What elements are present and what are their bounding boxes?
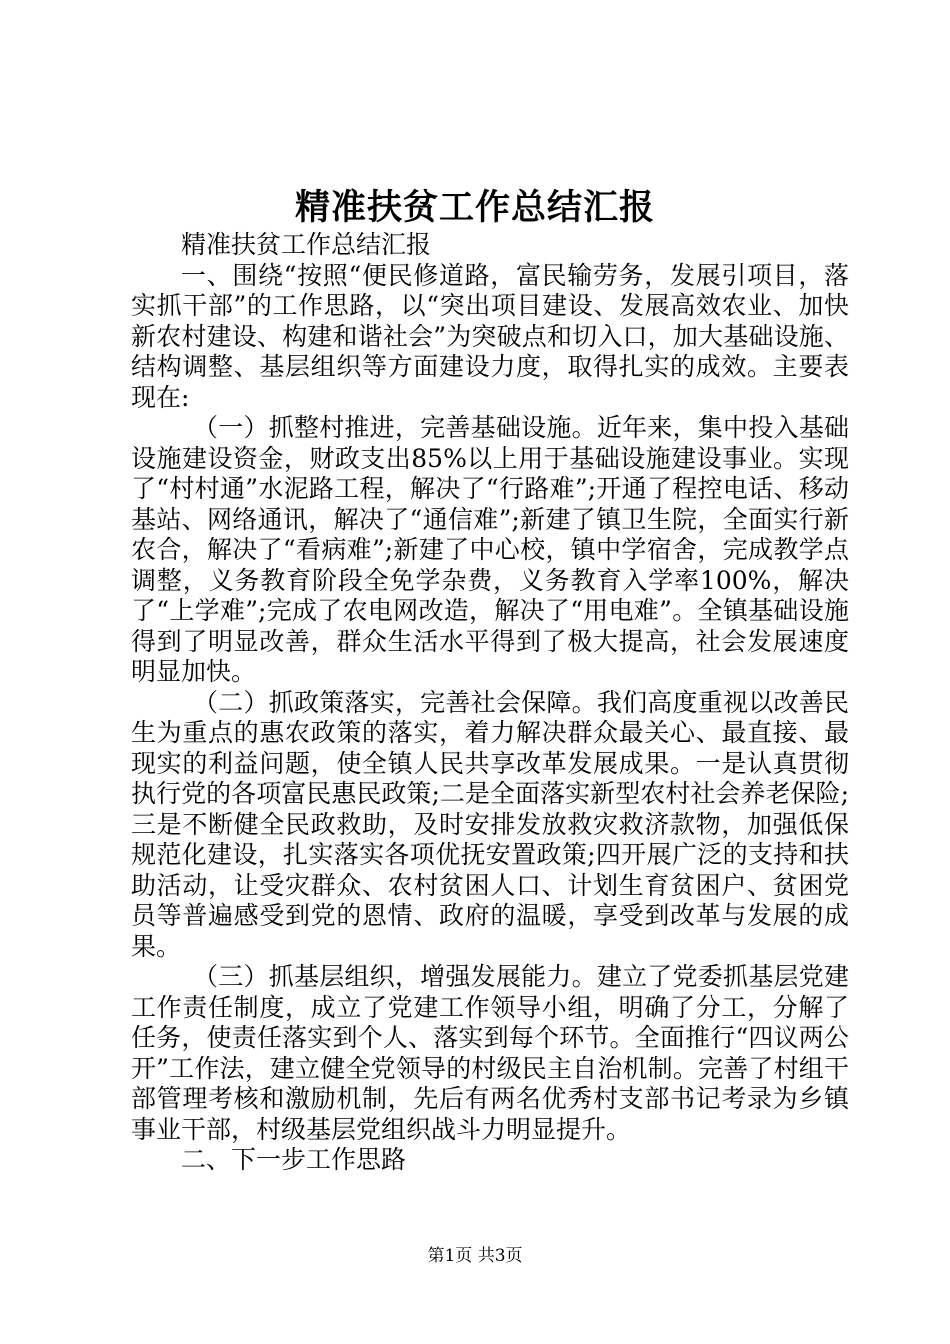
document-title: 精准扶贫工作总结汇报 <box>294 187 655 228</box>
paragraph-subtitle: 精准扶贫工作总结汇报 <box>181 230 432 259</box>
paragraph-grassroots: （三）抓基层组织，增强发展能力。建立了党委抓基层党建工作责任制度，成立了党建工作领导小组，明确了分工，分解了任务，使责任落实到个人、落实到每个环节。全面推行“四议两公开”工作法，建立健全党领导的村级民主自治机制。完善了村组干部管理考核和激励机制，先后有两名优秀村支部书记考录为乡镇事业干部，村级基层党组织战斗力明显提升。 <box>131 962 849 1144</box>
page-footer: 第1页 共3页 <box>427 1246 523 1266</box>
paragraph-infrastructure: （一）抓整村推进，完善基础设施。近年来，集中投入基础设施建设资金，财政支出85%以上用于基础设施建设事业。实现了“村村通”水泥路工程，解决了“行路难”;开通了程控电话、移动基站、网络通讯，解决了“通信难”;新建了镇卫生院，全面实行新农合，解决了“看病难”;新建了中心校，镇中学宿舍，完成教学点调整，义务教育阶段全免学杂费，义务教育入学率100%，解决了“上学难”;完成了农电网改造，解决了“用电难”。全镇基础设施得到了明显改善，群众生活水平得到了极大提高，社会发展速度明显加快。 <box>131 413 849 686</box>
paragraph-section-two: 二、下一步工作思路 <box>181 1145 407 1174</box>
document-body <box>131 230 849 1176</box>
paragraph-section-one: 一、围绕“按照“便民修道路，富民输劳务，发展引项目，落实抓干部”的工作思路，以“突出项目建设、发展高效农业、加快新农村建设、构建和谐社会”为突破点和切入口，加大基础设施、结构调整、基层组织等方面建设力度，取得扎实的成效。主要表现在: <box>131 260 849 412</box>
paragraph-social-security: （二）抓政策落实，完善社会保障。我们高度重视以改善民生为重点的惠农政策的落实，着力解决群众最关心、最直接、最现实的利益问题，使全镇人民共享改革发展成果。一是认真贯彻执行党的各项富民惠民政策;二是全面落实新型农村社会养老保险;三是不断健全民政救助，及时安排发放救灾救济款物，加强低保规范化建设，扎实落实各项优抚安置政策;四开展广泛的支持和扶助活动，让受灾群众、农村贫困人口、计划生育贫困户、贫困党员等普遍感受到党的恩情、政府的温暖，享受到改革与发展的成果。 <box>131 687 849 961</box>
